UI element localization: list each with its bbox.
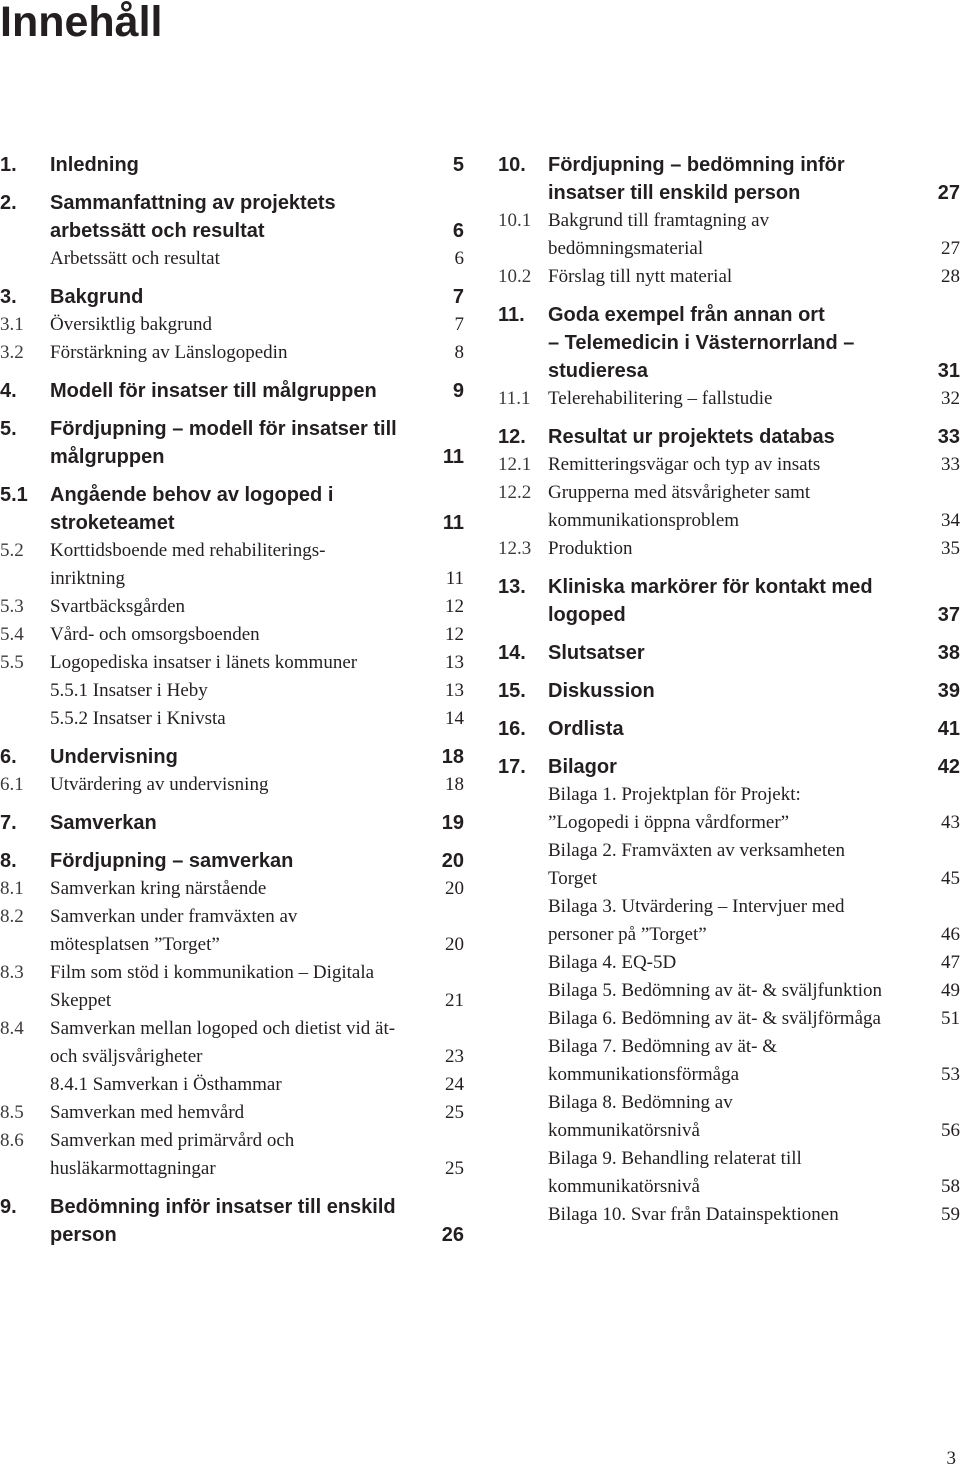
toc-entry-number: 16. [498, 718, 526, 740]
toc-entry[interactable] [0, 621, 464, 649]
toc-entry-page: 25 [445, 1158, 464, 1179]
toc-entry-page: 6 [452, 220, 464, 242]
toc-entry-page: 46 [941, 924, 960, 945]
toc-entry[interactable] [498, 1201, 960, 1229]
toc-entry[interactable] [498, 479, 960, 535]
toc-entry-number: 2. [0, 192, 17, 214]
toc-entry[interactable] [0, 245, 464, 273]
toc-entry-title [50, 847, 422, 875]
toc-entry-number: 9. [0, 1196, 17, 1218]
toc-entry-title-line: kommunikationsförmåga [548, 1064, 740, 1085]
toc-entry-title-line: Fördjupning – samverkan [50, 850, 294, 872]
toc-entry-title [548, 639, 918, 667]
toc-entry-title [548, 207, 918, 263]
toc-entry-number: 8.2 [0, 906, 24, 927]
toc-entry-number: 5. [0, 418, 17, 440]
toc-entry[interactable] [0, 593, 464, 621]
toc-entry-page: 49 [941, 980, 960, 1001]
toc-entry[interactable] [0, 677, 464, 705]
toc-entry-title-line: Samverkan mellan logoped och dietist vid ät- [50, 1018, 396, 1039]
toc-entry-title-line: och sväljsvårigheter [50, 1046, 203, 1067]
page-title: Innehåll [0, 0, 163, 46]
toc-entry-title [548, 1145, 918, 1201]
toc-entry-title-line: Bedömning inför insatser till enskild [50, 1196, 396, 1218]
toc-entry-title [50, 151, 422, 179]
toc-entry-title [548, 837, 918, 893]
toc-entry-title-line: Bilaga 7. Bedömning av ät- & [548, 1036, 778, 1057]
toc-entry[interactable] [0, 283, 464, 311]
toc-entry[interactable] [498, 949, 960, 977]
toc-entry[interactable] [498, 1089, 960, 1145]
toc-entry[interactable] [0, 809, 464, 837]
toc-entry-number: 6. [0, 746, 17, 768]
toc-entry-title [548, 781, 918, 837]
toc-entry-title-line: Angående behov av logoped i [50, 484, 334, 506]
toc-entry-title-line: 8.4.1 Samverkan i Östhammar [50, 1074, 282, 1095]
toc-entry-title-line: Utvärdering av undervisning [50, 774, 269, 795]
toc-entry[interactable] [0, 771, 464, 799]
toc-entry-title-line: Bakgrund till framtagning av [548, 210, 770, 231]
toc-entry-title-line: Bilagor [548, 756, 617, 778]
toc-entry-page: 23 [445, 1046, 464, 1067]
toc-entry-title [548, 1201, 918, 1229]
toc-entry[interactable] [0, 1193, 464, 1249]
toc-entry-page: 35 [941, 538, 960, 559]
toc-entry-page: 5 [452, 154, 464, 176]
toc-entry-page: 33 [937, 426, 960, 448]
toc-entry-title [50, 1071, 422, 1099]
toc-entry-title-line: Bilaga 5. Bedömning av ät- & sväljfunktion [548, 980, 883, 1001]
toc-entry-number: 11. [498, 304, 525, 326]
toc-entry-title [50, 705, 422, 733]
toc-entry-title-line: mötesplatsen ”Torget” [50, 934, 220, 955]
toc-entry-page: 31 [937, 360, 960, 382]
toc-entry-number: 5.3 [0, 596, 24, 617]
toc-entry-title-line: Samverkan med hemvård [50, 1102, 245, 1123]
toc-entry[interactable] [498, 151, 960, 207]
toc-entry-title-line: Förstärkning av Länslogopedin [50, 342, 288, 363]
toc-entry-number: 6.1 [0, 774, 24, 795]
toc-entry-page: 14 [445, 708, 464, 729]
toc-entry-title [50, 245, 422, 273]
toc-entry[interactable] [498, 639, 960, 667]
toc-entry-title-line: stroketeamet [50, 512, 175, 534]
toc-entry-title-line: kommunikationsproblem [548, 510, 740, 531]
toc-entry[interactable] [498, 837, 960, 893]
toc-entry-title-line: Arbetssätt och resultat [50, 248, 220, 269]
toc-entry-page: 9 [452, 380, 464, 402]
toc-entry-title-line: Ordlista [548, 718, 624, 740]
toc-entry-page: 13 [445, 652, 464, 673]
toc-entry-page: 39 [937, 680, 960, 702]
toc-entry[interactable] [0, 151, 464, 179]
toc-entry-title-line: Torget [548, 868, 597, 889]
toc-entry[interactable] [0, 847, 464, 875]
toc-entry-title-line: Film som stöd i kommunikation – Digitala [50, 962, 375, 983]
toc-entry-page: 45 [941, 868, 960, 889]
toc-entry[interactable] [498, 263, 960, 291]
toc-entry-page: 7 [452, 286, 464, 308]
toc-entry-page: 18 [441, 746, 464, 768]
toc-entry-title [548, 1089, 918, 1145]
toc-entry-title [50, 903, 422, 959]
toc-entry[interactable] [0, 189, 464, 245]
toc-entry-number: 11.1 [498, 388, 531, 409]
toc-entry-page: 19 [441, 812, 464, 834]
toc-entry-number: 15. [498, 680, 526, 702]
toc-entry[interactable] [498, 535, 960, 563]
toc-entry-title [50, 1099, 422, 1127]
toc-entry-title-line: – Telemedicin i Västernorrland – [548, 332, 855, 354]
toc-entry-page: 12 [445, 624, 464, 645]
toc-entry-title-line: Samverkan [50, 812, 157, 834]
toc-entry[interactable] [0, 481, 464, 537]
toc-entry-page: 11 [442, 512, 464, 534]
toc-entry[interactable] [0, 1127, 464, 1183]
toc-entry-number: 8. [0, 850, 17, 872]
toc-entry-title-line: Bilaga 6. Bedömning av ät- & sväljförmåga [548, 1008, 881, 1029]
toc-entry-title [548, 535, 918, 563]
toc-entry[interactable] [498, 573, 960, 629]
toc-entry-title-line: Logopediska insatser i länets kommuner [50, 652, 358, 673]
toc-entry-title [548, 949, 918, 977]
toc-entry-page: 6 [454, 248, 464, 269]
toc-entry[interactable] [0, 537, 464, 593]
toc-entry-page: 41 [937, 718, 960, 740]
toc-entry-title-line: Bilaga 4. EQ-5D [548, 952, 677, 973]
toc-entry-title-line: Fördjupning – modell för insatser till [50, 418, 397, 440]
toc-entry-title [50, 1015, 422, 1071]
toc-entry-number: 13. [498, 576, 526, 598]
toc-entry-title [548, 423, 918, 451]
toc-entry[interactable] [0, 415, 464, 471]
toc-entry-number: 5.2 [0, 540, 24, 561]
toc-entry-title [548, 977, 918, 1005]
toc-entry-title [50, 959, 422, 1015]
toc-entry-page: 12 [445, 596, 464, 617]
toc-entry-number: 7. [0, 812, 17, 834]
toc-entry-title [548, 301, 918, 385]
toc-entry-title [50, 415, 422, 471]
toc-entry-title-line: Korttidsboende med rehabiliterings- [50, 540, 326, 561]
toc-entry-number: 14. [498, 642, 526, 664]
toc-entry[interactable] [0, 1099, 464, 1127]
toc-entry-title [50, 875, 422, 903]
toc-entry-title-line: person [50, 1224, 117, 1246]
toc-entry[interactable] [498, 1033, 960, 1089]
toc-entry-title-line: Kliniska markörer för kontakt med [548, 576, 873, 598]
toc-entry-title-line: Grupperna med ätsvårigheter samt [548, 482, 811, 503]
toc-entry-title [548, 385, 918, 413]
toc-entry-page: 20 [445, 878, 464, 899]
toc-entry-title-line: inriktning [50, 568, 125, 589]
toc-entry-title [548, 893, 918, 949]
toc-entry-page: 13 [445, 680, 464, 701]
toc-entry[interactable] [498, 753, 960, 781]
toc-entry-title-line: Undervisning [50, 746, 178, 768]
toc-entry-page: 51 [941, 1008, 960, 1029]
toc-entry[interactable] [498, 385, 960, 413]
toc-entry-title [50, 771, 422, 799]
toc-entry-number: 8.6 [0, 1130, 24, 1151]
toc-entry[interactable] [0, 959, 464, 1015]
toc-entry-title [548, 1033, 918, 1089]
toc-entry-title-line: Resultat ur projektets databas [548, 426, 835, 448]
toc-entry-title [548, 715, 918, 743]
toc-entry-title [50, 377, 422, 405]
toc-entry-number: 3.2 [0, 342, 24, 363]
toc-entry-page: 26 [441, 1224, 464, 1246]
toc-entry-page: 20 [445, 934, 464, 955]
toc-entry-title-line: Skeppet [50, 990, 112, 1011]
toc-entry-title [50, 537, 422, 593]
toc-entry-number: 10. [498, 154, 526, 176]
toc-entry-page: 59 [941, 1204, 960, 1225]
toc-entry-number: 8.3 [0, 962, 24, 983]
toc-entry-title [50, 593, 422, 621]
toc-entry-title-line: kommunikatörsnivå [548, 1176, 700, 1197]
toc-entry-title [50, 1193, 422, 1249]
toc-entry[interactable] [0, 903, 464, 959]
toc-entry-page: 38 [937, 642, 960, 664]
toc-entry-number: 8.5 [0, 1102, 24, 1123]
toc-entry-title-line: Förslag till nytt material [548, 266, 733, 287]
toc-entry-number: 8.4 [0, 1018, 24, 1039]
toc-entry-page: 47 [941, 952, 960, 973]
toc-entry-page: 33 [941, 454, 960, 475]
toc-entry-page: 7 [454, 314, 464, 335]
toc-entry[interactable] [0, 875, 464, 903]
toc-entry-title-line: Samverkan kring närstående [50, 878, 267, 899]
toc-entry[interactable] [498, 677, 960, 705]
toc-entry-page: 43 [941, 812, 960, 833]
toc-entry[interactable] [498, 1145, 960, 1201]
toc-entry-number: 12. [498, 426, 526, 448]
toc-entry-page: 58 [941, 1176, 960, 1197]
toc-entry-title [50, 339, 422, 367]
toc-entry-title [50, 1127, 422, 1183]
toc-entry[interactable] [0, 1071, 464, 1099]
toc-entry-page: 37 [937, 604, 960, 626]
toc-entry[interactable] [498, 207, 960, 263]
toc-entry-title-line: Bilaga 9. Behandling relaterat till [548, 1148, 802, 1169]
toc-entry-page: 24 [445, 1074, 464, 1095]
toc-entry-page: 32 [941, 388, 960, 409]
page-number: 3 [946, 1448, 956, 1469]
toc-entry-title-line: Svartbäcksgården [50, 596, 186, 617]
toc-entry-title-line: husläkarmottagningar [50, 1158, 216, 1179]
toc-entry-page: 42 [937, 756, 960, 778]
toc-entry-page: 56 [941, 1120, 960, 1141]
toc-column-right [498, 151, 960, 1229]
toc-entry-number: 5.5 [0, 652, 24, 673]
toc-entry-title-line: Översiktlig bakgrund [50, 314, 213, 335]
toc-entry-title-line: Bakgrund [50, 286, 144, 308]
toc-entry-page: 18 [445, 774, 464, 795]
toc-entry-title-line: Modell för insatser till målgruppen [50, 380, 377, 402]
toc-entry-title-line: Fördjupning – bedömning inför [548, 154, 845, 176]
toc-entry-title [548, 573, 918, 629]
toc-entry-title-line: Telerehabilitering – fallstudie [548, 388, 773, 409]
toc-entry-title-line: Bilaga 8. Bedömning av [548, 1092, 733, 1113]
toc-entry-number: 10.2 [498, 266, 532, 287]
toc-entry-title-line: Vård- och omsorgsboenden [50, 624, 260, 645]
toc-entry-page: 28 [941, 266, 960, 287]
toc-entry-title [50, 809, 422, 837]
toc-entry-page: 27 [941, 238, 960, 259]
toc-entry[interactable] [0, 339, 464, 367]
toc-entry-number: 12.3 [498, 538, 532, 559]
toc-entry-number: 10.1 [498, 210, 532, 231]
toc-entry-page: 11 [445, 568, 464, 589]
toc-entry-title [50, 481, 422, 537]
toc-entry[interactable] [498, 977, 960, 1005]
toc-entry[interactable] [0, 743, 464, 771]
toc-entry-page: 20 [441, 850, 464, 872]
toc-entry-title [548, 753, 918, 781]
toc-entry-title-line: Bilaga 2. Framväxten av verksamheten [548, 840, 846, 861]
toc-entry-page: 27 [937, 182, 960, 204]
toc-entry[interactable] [498, 715, 960, 743]
toc-entry-title [548, 263, 918, 291]
toc-entry-title-line: Bilaga 1. Projektplan för Projekt: [548, 784, 801, 805]
toc-entry-number: 3.1 [0, 314, 24, 335]
toc-entry-title [50, 621, 422, 649]
toc-entry-number: 12.1 [498, 454, 532, 475]
toc-entry-page: 11 [442, 446, 464, 468]
toc-entry[interactable] [498, 423, 960, 451]
toc-entry-title-line: Slutsatser [548, 642, 645, 664]
toc-entry-number: 17. [498, 756, 526, 778]
toc-entry-title [50, 283, 422, 311]
toc-entry-title [50, 743, 422, 771]
toc-entry-page: 21 [445, 990, 464, 1011]
toc-entry-title-line: 5.5.2 Insatser i Knivsta [50, 708, 226, 729]
toc-entry[interactable] [0, 649, 464, 677]
toc-entry-title-line: Remitteringsvägar och typ av insats [548, 454, 821, 475]
toc-column-left [0, 151, 464, 1249]
toc-entry[interactable] [498, 301, 960, 385]
toc-entry-title-line: personer på ”Torget” [548, 924, 707, 945]
toc-entry-title [548, 151, 918, 207]
toc-entry[interactable] [498, 893, 960, 949]
toc-entry-title-line: logoped [548, 604, 626, 626]
toc-entry-title [50, 677, 422, 705]
toc-entry-title-line: arbetssätt och resultat [50, 220, 265, 242]
toc-entry-title-line: Bilaga 10. Svar från Datainspektionen [548, 1204, 839, 1225]
toc-entry-title-line: 5.5.1 Insatser i Heby [50, 680, 208, 701]
toc-entry[interactable] [498, 781, 960, 837]
toc-entry-number: 8.1 [0, 878, 24, 899]
toc-entry-title-line: Sammanfattning av projektets [50, 192, 336, 214]
toc-entry-title-line: målgruppen [50, 446, 165, 468]
toc-entry-title-line: bedömningsmaterial [548, 238, 704, 259]
toc-entry-number: 1. [0, 154, 17, 176]
toc-entry-number: 5.1 [0, 484, 28, 506]
toc-entry-number: 4. [0, 380, 17, 402]
toc-entry-title-line: ”Logopedi i öppna vårdformer” [548, 812, 790, 833]
toc-entry-number: 12.2 [498, 482, 532, 503]
toc-entry-title-line: Produktion [548, 538, 633, 559]
toc-entry-page: 34 [941, 510, 960, 531]
toc-entry[interactable] [0, 705, 464, 733]
toc-entry-title-line: Samverkan med primärvård och [50, 1130, 295, 1151]
toc-entry-title [50, 311, 422, 339]
toc-entry-title [50, 649, 422, 677]
toc-entry-title-line: insatser till enskild person [548, 182, 801, 204]
toc-entry-title [50, 189, 422, 245]
toc-entry-title [548, 451, 918, 479]
toc-entry-title [548, 479, 918, 535]
toc-entry-page: 53 [941, 1064, 960, 1085]
toc-entry-title-line: Goda exempel från annan ort [548, 304, 825, 326]
toc-entry-title [548, 1005, 918, 1033]
toc-entry-number: 3. [0, 286, 17, 308]
toc-entry[interactable] [0, 377, 464, 405]
toc-entry-title-line: Samverkan under framväxten av [50, 906, 298, 927]
toc-entry-title-line: Diskussion [548, 680, 655, 702]
toc-entry-page: 8 [454, 342, 464, 363]
toc-entry[interactable] [0, 311, 464, 339]
toc-entry-title-line: studieresa [548, 360, 649, 382]
toc-entry[interactable] [0, 1015, 464, 1071]
toc-entry-title-line: Bilaga 3. Utvärdering – Intervjuer med [548, 896, 845, 917]
toc-entry-title [548, 677, 918, 705]
toc-entry[interactable] [498, 451, 960, 479]
toc-entry-title-line: Inledning [50, 154, 139, 176]
toc-entry-page: 25 [445, 1102, 464, 1123]
toc-entry[interactable] [498, 1005, 960, 1033]
toc-entry-title-line: kommunikatörsnivå [548, 1120, 700, 1141]
toc-entry-number: 5.4 [0, 624, 24, 645]
